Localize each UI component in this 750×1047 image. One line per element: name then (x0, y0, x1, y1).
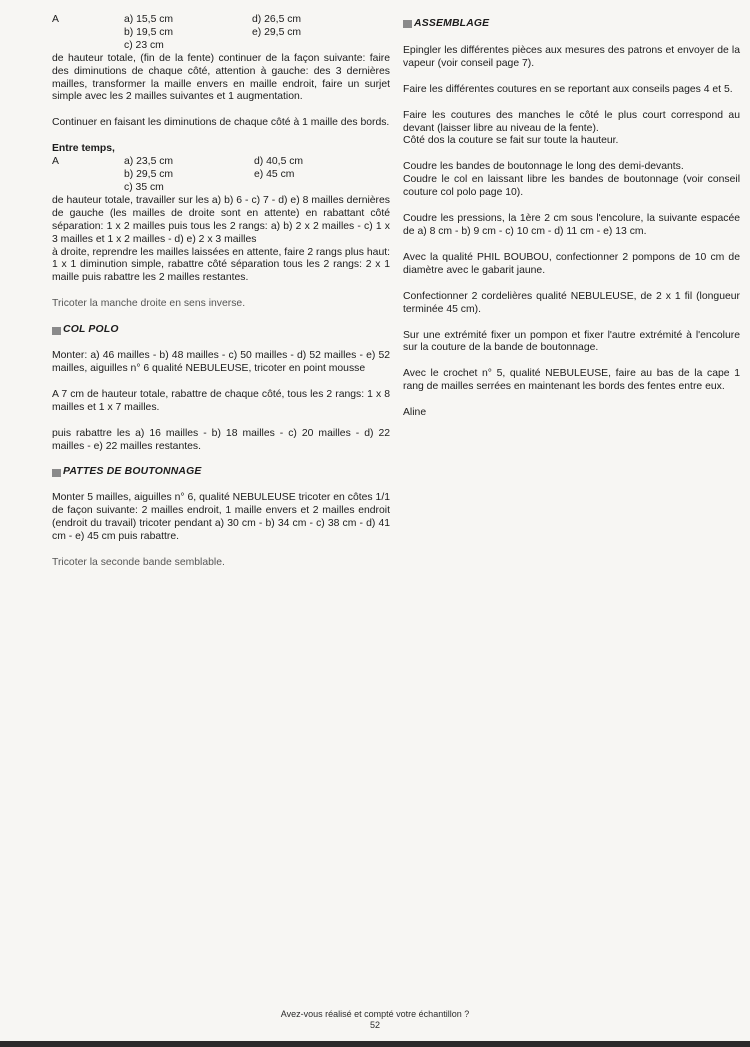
section-heading-col-polo: COL POLO (52, 324, 390, 337)
paragraph: Sur une extrémité fixer un pompon et fixer l'autre extrémité à l'encolure sur la couture de la bande de boutonnage. (403, 329, 740, 354)
size-e: e) 45 cm (254, 169, 295, 181)
size-a: a) 23,5 cm (124, 156, 174, 168)
size-d: d) 26,5 cm (252, 14, 302, 25)
size-list-b (52, 156, 390, 195)
heading-square-icon (403, 20, 412, 28)
size-lead: A (52, 156, 59, 168)
size-a: a) 15,5 cm (124, 14, 174, 25)
paragraph: Avec la qualité PHIL BOUBOU, confectionner 2 pompons de 10 cm de diamètre avec le gabarit jaune. (403, 251, 740, 276)
size-b: b) 29,5 cm (124, 169, 174, 181)
paragraph: Monter: a) 46 mailles - b) 48 mailles - c) 50 mailles - d) 52 mailles - e) 52 mailles, aiguilles n° 6 qualité NEBULEUSE, tricoter en point mousse (52, 350, 390, 374)
paragraph: Monter 5 mailles, aiguilles n° 6, qualité NEBULEUSE tricoter en côtes 1/1 de façon suivante: 2 mailles endroit, 1 maille envers et 2 mailles endroit (endroit du travail) tricoter pendant a) 30 cm - b) 34 cm - c) 38 cm - d) 41 cm - e) 45 cm puis rabattre. (52, 492, 390, 543)
paragraph: puis rabattre les a) 16 mailles - b) 18 mailles - c) 20 mailles - d) 22 mailles - e) 22 mailles restantes. (52, 427, 390, 452)
paragraph: Epingler les différentes pièces aux mesures des patrons et envoyer de la vapeur (voir conseil page 7). (403, 44, 740, 69)
scan-edge (0, 1041, 750, 1047)
paragraph: Côté dos la couture se fait sur toute la hauteur. (403, 135, 619, 147)
paragraph: de hauteur totale, (fin de la fente) continuer de la façon suivante: faire des diminutions de chaque côté, attention à gauche: des 3 dernières mailles, transformer la maille envers en maille endroit, faire un surjet simple avec les 2 mailles suivantes et 1 augmentation. (52, 52, 390, 103)
heading-square-icon (52, 327, 61, 335)
signature: Aline (403, 407, 427, 419)
paragraph: Faire les coutures des manches le côté le plus court correspond au devant (laisser libre au niveau de la fente). (403, 109, 740, 134)
left-column (52, 14, 390, 583)
paragraph: Tricoter la seconde bande semblable. (52, 557, 225, 568)
size-b: b) 19,5 cm (124, 26, 174, 38)
size-d: d) 40,5 cm (254, 156, 304, 168)
paragraph: de hauteur totale, travailler sur les a) b) 6 - c) 7 - d) e) 8 mailles dernières de gauche (les mailles de droite sont en attente) en rabattant côté séparation: 1 x 2 mailles puis tous les 2 rangs: a) b) 2 x 2 mailles - c) 1 x 3 mailles et 1 x 2 mailles - d) e) 2 x 3 mailles (52, 194, 390, 245)
section-heading-assemblage: ASSEMBLAGE (403, 18, 740, 31)
footer-question: Avez-vous réalisé et compté votre échantillon ? (280, 1009, 470, 1019)
paragraph: à droite, reprendre les mailles laissées en attente, faire 2 rangs plus haut: 1 x 1 diminution simple, rabattre côté séparation tous les 2 rangs: 2 x 1 maille puis rabattre les 2 mailles restantes. (52, 246, 390, 284)
section-heading-pattes: PATTES DE BOUTONNAGE (52, 466, 390, 479)
paragraph: A 7 cm de hauteur totale, rabattre de chaque côté, tous les 2 rangs: 1 x 8 mailles et 1 x 7 mailles. (52, 388, 390, 413)
paragraph: Continuer en faisant les diminutions de chaque côté à 1 maille des bords. (52, 117, 390, 129)
paragraph: Coudre les pressions, la 1ère 2 cm sous l'encolure, la suivante espacée de a) 8 cm - b) 9 cm - c) 10 cm - d) 11 cm - e) 13 cm. (403, 213, 740, 237)
heading-square-icon (52, 469, 61, 477)
right-column (403, 14, 740, 433)
paragraph: Tricoter la manche droite en sens inverse. (52, 298, 246, 310)
size-e: e) 29,5 cm (252, 26, 302, 38)
paragraph: Avec le crochet n° 5, qualité NEBULEUSE, faire au bas de la cape 1 rang de mailles serrées en maintenant les bords des fentes entre eux. (403, 368, 740, 393)
page-number: 52 (369, 1020, 380, 1030)
size-lead: A (52, 14, 59, 25)
entre-temps-label: Entre temps, (52, 143, 115, 155)
paragraph: Coudre le col en laissant libre les bandes de boutonnage (voir conseil couture col polo page 10). (403, 174, 740, 199)
paragraph: Confectionner 2 cordelières qualité NEBULEUSE, de 2 x 1 fil (longueur terminée 45 cm). (403, 290, 740, 315)
size-c: c) 35 cm (124, 181, 164, 193)
paragraph: Coudre les bandes de boutonnage le long des demi-devants. (403, 161, 684, 173)
size-c: c) 23 cm (124, 39, 164, 51)
paragraph: Faire les différentes coutures en se reportant aux conseils pages 4 et 5. (403, 83, 733, 95)
size-list-a (52, 14, 390, 53)
